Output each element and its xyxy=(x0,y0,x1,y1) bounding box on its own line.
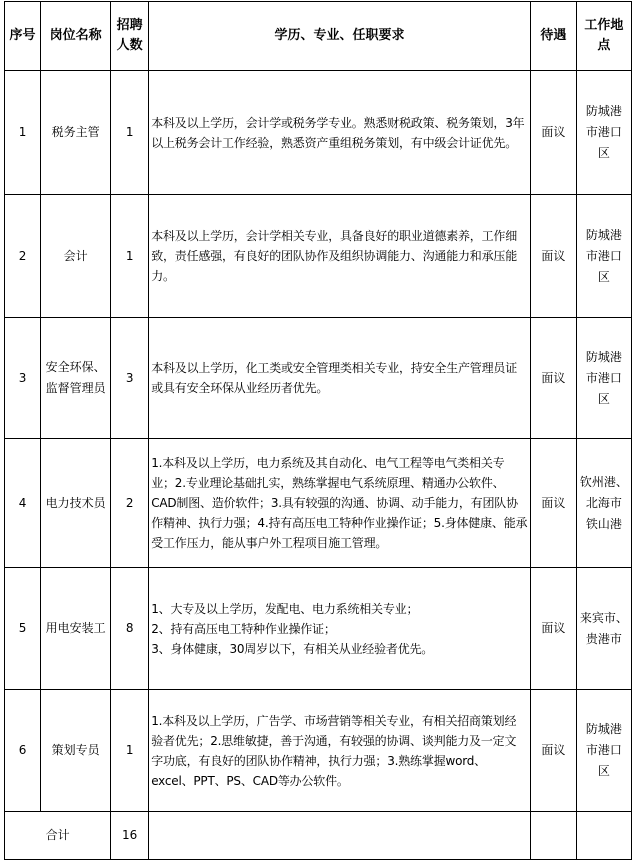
row-requirements xyxy=(149,690,531,812)
table-row xyxy=(5,71,632,195)
location-line: 北海市 xyxy=(585,495,622,510)
row-requirements xyxy=(149,568,531,690)
row-location xyxy=(576,690,631,812)
row-count: 8 xyxy=(111,568,149,690)
row-salary: 面议 xyxy=(530,195,576,318)
table-row xyxy=(5,318,632,439)
row-no: 5 xyxy=(5,568,41,690)
location-line: 市港口 xyxy=(585,125,622,139)
row-position: 用电安装工 xyxy=(41,568,111,690)
row-location xyxy=(576,195,631,318)
header-location-line2: 点 xyxy=(597,38,611,53)
location-line: 防城港 xyxy=(585,104,622,118)
header-position: 岗位名称 xyxy=(41,2,111,71)
requirement-line: 本科及以上学历，会计学或税务学专业。熟悉财税政策、税务策划，3年以上税务会计工作经验，熟悉资产重组税务策划，有中级会计证优先。 xyxy=(151,115,525,150)
row-salary: 面议 xyxy=(530,318,576,439)
header-no: 序号 xyxy=(5,2,41,71)
table-row xyxy=(5,195,632,318)
location-line: 市港口 xyxy=(585,248,622,263)
table-row xyxy=(5,690,632,812)
row-position: 会计 xyxy=(41,195,111,318)
location-line: 市港口 xyxy=(585,370,622,385)
row-location xyxy=(576,568,631,690)
header-requirements: 学历、专业、任职要求 xyxy=(149,2,531,71)
row-requirements xyxy=(149,71,531,195)
total-count: 16 xyxy=(111,812,149,860)
row-no: 2 xyxy=(5,195,41,318)
location-line: 市港口 xyxy=(585,743,622,757)
total-label: 合计 xyxy=(5,812,111,860)
row-position: 安全环保、监督管理员 xyxy=(41,318,111,439)
row-count: 1 xyxy=(111,195,149,318)
requirement-line: 2、持有高压电工特种作业操作证； xyxy=(151,621,336,636)
row-requirements xyxy=(149,439,531,568)
row-count: 1 xyxy=(111,71,149,195)
location-line: 区 xyxy=(597,146,610,160)
header-salary: 待遇 xyxy=(530,2,576,71)
row-no: 6 xyxy=(5,690,41,812)
requirement-line: 1.本科及以上学历，广告学、市场营销等相关专业，有相关招商策划经验者优先；2.思维敏捷，善于沟通，有较强的协调、谈判能力及一定文字功底，有良好的团队协作精神，执行力强；3.熟练掌握word、excel、PPT、PS、CAD等办公软件。 xyxy=(151,713,517,788)
location-line: 来宾市、 xyxy=(579,610,628,625)
row-salary: 面议 xyxy=(530,439,576,568)
row-position: 策划专员 xyxy=(41,690,111,812)
requirement-line: 本科及以上学历，化工类或安全管理类相关专业，持安全生产管理员证或具有安全环保从业经历者优先。 xyxy=(151,361,518,395)
location-line: 防城港 xyxy=(585,349,622,364)
row-requirements xyxy=(149,195,531,318)
row-location xyxy=(576,71,631,195)
row-no: 3 xyxy=(5,318,41,439)
table-row xyxy=(5,568,632,690)
row-position: 税务主管 xyxy=(41,71,111,195)
row-location xyxy=(576,318,631,439)
location-line: 区 xyxy=(597,764,610,778)
total-salary-empty xyxy=(530,812,576,860)
location-line: 区 xyxy=(597,269,610,284)
row-location xyxy=(576,439,631,568)
location-line: 防城港 xyxy=(585,722,622,736)
row-count: 3 xyxy=(111,318,149,439)
row-count: 1 xyxy=(111,690,149,812)
row-no: 4 xyxy=(5,439,41,568)
total-row xyxy=(5,812,632,860)
requirement-line: 3、身体健康，30周岁以下，有相关从业经验者优先。 xyxy=(151,641,434,656)
table-row xyxy=(5,439,632,568)
location-line: 铁山港 xyxy=(585,516,622,531)
row-no: 1 xyxy=(5,71,41,195)
header-row xyxy=(5,2,632,71)
total-location-empty xyxy=(576,812,631,860)
total-requirements-empty xyxy=(149,812,531,860)
row-count: 2 xyxy=(111,439,149,568)
recruitment-table xyxy=(4,1,632,860)
header-count-line1: 招聘 xyxy=(116,18,143,33)
row-salary: 面议 xyxy=(530,71,576,195)
header-count-line2: 人数 xyxy=(116,38,143,53)
header-location-line1: 工作地 xyxy=(584,18,624,33)
requirement-line: 1.本科及以上学历，电力系统及其自动化、电气工程等电气类相关专业；2.专业理论基础扎实，熟练掌握电气系统原理、精通办公软件、CAD制图、造价软件；3.具有较强的沟通、协调、动手能力，有团队协作精神、执行力强；4.持有高压电工特种作业操作证；5.身体健康、能承受工作压力，能从事户外工程项目施工管理。 xyxy=(151,456,528,550)
header-location xyxy=(576,2,631,71)
header-count xyxy=(111,2,149,71)
location-line: 防城港 xyxy=(585,227,622,242)
row-requirements xyxy=(149,318,531,439)
row-salary: 面议 xyxy=(530,690,576,812)
location-line: 钦州港、 xyxy=(579,474,628,489)
requirement-line: 本科及以上学历，会计学相关专业，具备良好的职业道德素养，工作细致，责任感强，有良好的团队协作及组织协调能力、沟通能力和承压能力。 xyxy=(151,229,518,283)
requirement-line: 1、大专及以上学历，发配电、电力系统相关专业； xyxy=(151,601,419,616)
row-position: 电力技术员 xyxy=(41,439,111,568)
location-line: 贵港市 xyxy=(585,631,622,646)
row-salary: 面议 xyxy=(530,568,576,690)
location-line: 区 xyxy=(597,391,610,406)
